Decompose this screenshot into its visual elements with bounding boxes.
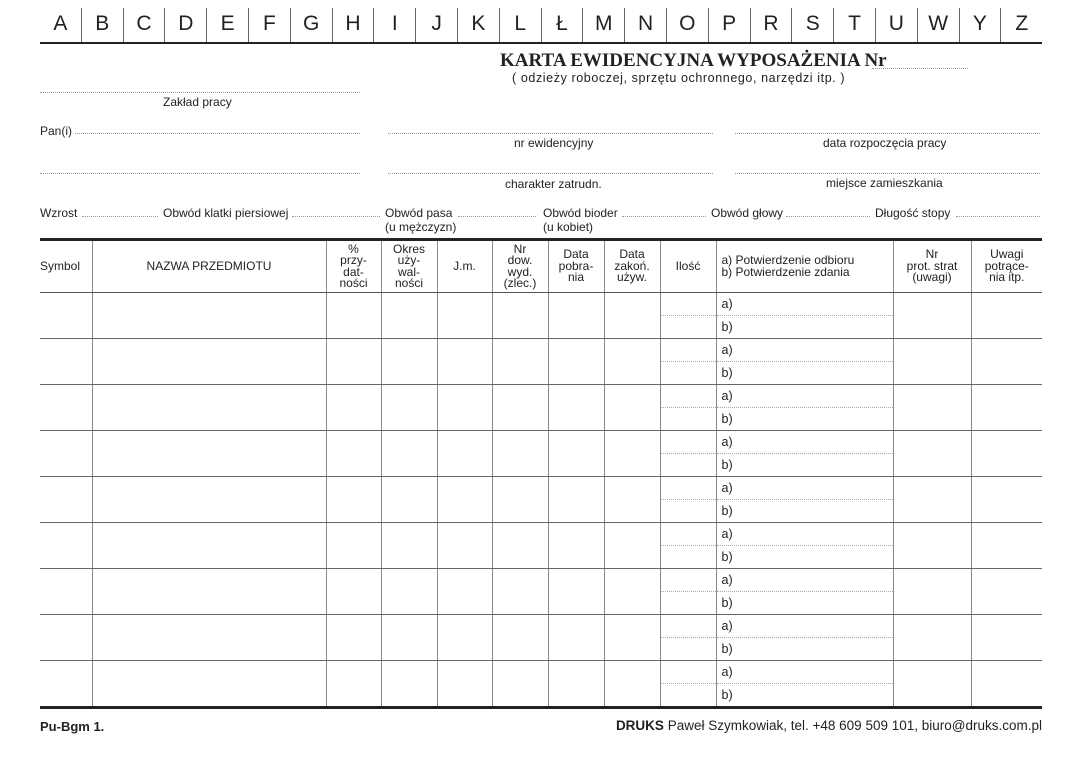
- alphabet-letter: P: [708, 8, 750, 42]
- alphabet-letter: Z: [1000, 8, 1042, 42]
- table-cell[interactable]: [492, 293, 548, 339]
- col-jm: J.m.: [437, 240, 492, 293]
- alphabet-letter: W: [917, 8, 959, 42]
- table-row: [40, 339, 1042, 385]
- table-cell[interactable]: [893, 569, 971, 615]
- table-cell[interactable]: [604, 385, 660, 431]
- zdanie-mark: b): [721, 596, 733, 610]
- dlugosc-stopy-line[interactable]: [956, 216, 1040, 217]
- alphabet-letter: M: [582, 8, 624, 42]
- alphabet-letter: D: [164, 8, 206, 42]
- alphabet-letter: L: [499, 8, 541, 42]
- pan-line[interactable]: [75, 133, 360, 134]
- zdanie-mark: b): [721, 550, 733, 564]
- zdanie-mark: b): [721, 412, 733, 426]
- table-cell[interactable]: [971, 293, 1042, 339]
- table-cell[interactable]: [40, 661, 92, 708]
- table-cell[interactable]: [381, 385, 437, 431]
- odbior-mark: a): [717, 339, 893, 362]
- table-cell[interactable]: [548, 661, 604, 708]
- zdanie-mark: b): [721, 504, 733, 518]
- potwierdzenie-cell[interactable]: [716, 477, 893, 523]
- charakter-line[interactable]: [388, 173, 713, 174]
- table-cell[interactable]: [971, 339, 1042, 385]
- table-cell[interactable]: [40, 615, 92, 661]
- table-cell[interactable]: [381, 293, 437, 339]
- obwod-bioder-label: Obwód bioder: [543, 206, 618, 220]
- obwod-pasa-label: Obwód pasa: [385, 206, 453, 220]
- obwod-glowy-line[interactable]: [786, 216, 870, 217]
- table-cell[interactable]: [326, 523, 381, 569]
- ilosc-cell[interactable]: [660, 523, 716, 569]
- alphabet-letter: A: [53, 12, 68, 35]
- obwod-bioder-line[interactable]: [622, 216, 706, 217]
- table-cell[interactable]: [92, 339, 326, 385]
- table-cell[interactable]: [40, 569, 92, 615]
- zdanie-mark: b): [721, 642, 733, 656]
- table-cell[interactable]: [604, 569, 660, 615]
- obwod-klatki-label: Obwód klatki piersiowej: [163, 206, 289, 220]
- table-cell[interactable]: [381, 615, 437, 661]
- table-cell[interactable]: [40, 523, 92, 569]
- alphabet-letter: Y: [959, 8, 1001, 42]
- nr-ewidencyjny-line[interactable]: [388, 133, 713, 134]
- table-cell[interactable]: [40, 477, 92, 523]
- table-cell[interactable]: [381, 661, 437, 708]
- alphabet-letter: F: [248, 8, 290, 42]
- form-title: KARTA EWIDENCYJNA WYPOSAŻENIA Nr: [500, 50, 887, 71]
- table-cell[interactable]: [381, 431, 437, 477]
- table-cell[interactable]: [92, 661, 326, 708]
- table-cell[interactable]: [437, 293, 492, 339]
- form-number-line[interactable]: [872, 68, 968, 69]
- alphabet-letter: T: [833, 8, 875, 42]
- table-cell[interactable]: [326, 293, 381, 339]
- table-row: [40, 293, 1042, 339]
- table-cell[interactable]: [492, 569, 548, 615]
- data-rozpoczecia-line[interactable]: [735, 133, 1040, 134]
- zdanie-mark: b): [721, 458, 733, 472]
- table-cell[interactable]: [971, 615, 1042, 661]
- table-cell[interactable]: [893, 385, 971, 431]
- table-cell[interactable]: [971, 523, 1042, 569]
- odbior-mark: a): [717, 477, 893, 500]
- col-przydatnosci: % przy- dat- ności: [326, 240, 381, 293]
- table-cell[interactable]: [492, 661, 548, 708]
- alphabet-letter: Ł: [541, 8, 583, 42]
- table-cell[interactable]: [381, 569, 437, 615]
- alphabet-letter: H: [332, 8, 374, 42]
- table-cell[interactable]: [548, 431, 604, 477]
- col-symbol: Symbol: [40, 240, 92, 293]
- ilosc-cell[interactable]: [660, 569, 716, 615]
- table-cell[interactable]: [604, 661, 660, 708]
- table-cell[interactable]: [326, 385, 381, 431]
- table-row: [40, 431, 1042, 477]
- table-cell[interactable]: [604, 523, 660, 569]
- table-cell[interactable]: [92, 431, 326, 477]
- table-cell[interactable]: [971, 385, 1042, 431]
- wzrost-line[interactable]: [82, 216, 158, 217]
- table-cell[interactable]: [326, 569, 381, 615]
- alphabet-letter: G: [290, 8, 332, 42]
- equipment-table: [40, 238, 1042, 709]
- table-cell[interactable]: [40, 385, 92, 431]
- nr-ewidencyjny-label: nr ewidencyjny: [514, 136, 594, 150]
- table-cell[interactable]: [326, 477, 381, 523]
- form-code: Pu-Bgm 1.: [40, 719, 105, 734]
- table-cell[interactable]: [437, 569, 492, 615]
- miejsce-label: miejsce zamieszkania: [826, 176, 943, 190]
- odbior-mark: a): [717, 661, 893, 684]
- potwierdzenie-cell[interactable]: [716, 293, 893, 339]
- table-cell[interactable]: [893, 431, 971, 477]
- table-cell[interactable]: [893, 477, 971, 523]
- alphabet-letter: S: [791, 8, 833, 42]
- publisher-info: DRUKS Paweł Szymkowiak, tel. +48 609 509 101, biuro@druks.com.pl: [615, 718, 1042, 733]
- table-cell[interactable]: [604, 431, 660, 477]
- table-cell[interactable]: [326, 431, 381, 477]
- wzrost-label: Wzrost: [40, 206, 78, 220]
- col-nr-prot: Nr prot. strat (uwagi): [893, 240, 971, 293]
- odbior-mark: a): [717, 431, 893, 454]
- table-cell[interactable]: [40, 431, 92, 477]
- alphabet-letter: R: [750, 8, 792, 42]
- alphabet-letter: E: [206, 8, 248, 42]
- potwierdzenie-cell[interactable]: [716, 661, 893, 708]
- table-row: [40, 661, 1042, 708]
- table-cell[interactable]: [548, 615, 604, 661]
- alphabet-letter: U: [875, 8, 917, 42]
- alphabet-letter: N: [624, 8, 666, 42]
- ilosc-cell[interactable]: [660, 431, 716, 477]
- zdanie-mark: b): [721, 366, 733, 380]
- table-cell[interactable]: [971, 477, 1042, 523]
- table-cell[interactable]: [492, 615, 548, 661]
- potwierdzenie-cell[interactable]: [716, 569, 893, 615]
- table-cell[interactable]: [893, 523, 971, 569]
- table-cell[interactable]: [548, 385, 604, 431]
- col-nazwa: NAZWA PRZEDMIOTU: [92, 240, 326, 293]
- potwierdzenie-cell[interactable]: [716, 431, 893, 477]
- table-cell[interactable]: [437, 339, 492, 385]
- table-cell[interactable]: [437, 477, 492, 523]
- col-uwagi: Uwagi potrące- nia itp.: [971, 240, 1042, 293]
- obwod-klatki-line[interactable]: [292, 216, 380, 217]
- alphabet-letter: O: [666, 8, 708, 42]
- table-cell[interactable]: [971, 661, 1042, 708]
- table-cell[interactable]: [548, 477, 604, 523]
- alphabet-letter: B: [81, 8, 123, 42]
- table-cell[interactable]: [326, 339, 381, 385]
- table-cell[interactable]: [40, 293, 92, 339]
- table-cell[interactable]: [604, 477, 660, 523]
- table-cell[interactable]: [437, 661, 492, 708]
- zaklad-pracy-line[interactable]: [40, 92, 360, 93]
- pan-line-2[interactable]: [40, 173, 360, 174]
- table-cell[interactable]: [40, 339, 92, 385]
- col-data-zakon: Data zakoń. używ.: [604, 240, 660, 293]
- table-cell[interactable]: [604, 293, 660, 339]
- table-cell[interactable]: [437, 385, 492, 431]
- zdanie-mark: b): [721, 320, 733, 334]
- table-cell[interactable]: [548, 569, 604, 615]
- table-cell[interactable]: [893, 661, 971, 708]
- alphabet-letter: C: [123, 8, 165, 42]
- table-cell[interactable]: [437, 523, 492, 569]
- alphabet-letter: J: [415, 8, 457, 42]
- data-rozpoczecia-label: data rozpoczęcia pracy: [823, 136, 947, 150]
- odbior-mark: a): [717, 569, 893, 592]
- table-cell[interactable]: [492, 431, 548, 477]
- potwierdzenie-cell[interactable]: [716, 523, 893, 569]
- table-cell[interactable]: [893, 293, 971, 339]
- alphabet-letter: I: [373, 8, 415, 42]
- obwod-glowy-label: Obwód głowy: [711, 206, 784, 220]
- ilosc-cell[interactable]: [660, 293, 716, 339]
- odbior-mark: a): [717, 385, 893, 408]
- table-cell[interactable]: [437, 431, 492, 477]
- potwierdzenie-cell[interactable]: [716, 339, 893, 385]
- table-cell[interactable]: [971, 569, 1042, 615]
- charakter-label: charakter zatrudn.: [505, 177, 602, 191]
- table-cell[interactable]: [604, 339, 660, 385]
- table-cell[interactable]: [92, 615, 326, 661]
- table-cell[interactable]: [381, 339, 437, 385]
- table-cell[interactable]: [92, 569, 326, 615]
- ilosc-cell[interactable]: [660, 615, 716, 661]
- table-cell[interactable]: [548, 293, 604, 339]
- table-cell[interactable]: [492, 523, 548, 569]
- zaklad-pracy-label: Zakład pracy: [163, 95, 232, 109]
- zdanie-mark: b): [721, 688, 733, 702]
- alphabet-letter: K: [457, 8, 499, 42]
- table-cell[interactable]: [492, 385, 548, 431]
- table-header-row: [40, 240, 1042, 293]
- col-nr-dow: Nr dow. wyd. (zlec.): [492, 240, 548, 293]
- table-cell[interactable]: [381, 523, 437, 569]
- table-row: [40, 477, 1042, 523]
- table-cell[interactable]: [326, 615, 381, 661]
- col-okres: Okres uży- wal- ności: [381, 240, 437, 293]
- table-cell[interactable]: [548, 339, 604, 385]
- alphabet-index: [40, 8, 1042, 44]
- table-cell[interactable]: [92, 523, 326, 569]
- col-potwierdzenie: a) Potwierdzenie odbioru b) Potwierdzenie zdania: [716, 240, 893, 293]
- table-row: [40, 385, 1042, 431]
- table-cell[interactable]: [893, 615, 971, 661]
- table-cell[interactable]: [971, 431, 1042, 477]
- form-subtitle: ( odzieży roboczej, sprzętu ochronnego, narzędzi itp. ): [512, 71, 846, 85]
- ilosc-cell[interactable]: [660, 339, 716, 385]
- table-cell[interactable]: [604, 615, 660, 661]
- odbior-mark: a): [717, 523, 893, 546]
- table-row: [40, 523, 1042, 569]
- table-cell[interactable]: [92, 385, 326, 431]
- obwod-pasa-note: (u mężczyzn): [385, 220, 457, 234]
- obwod-bioder-note: (u kobiet): [543, 220, 594, 234]
- table-cell[interactable]: [92, 477, 326, 523]
- table-cell[interactable]: [381, 477, 437, 523]
- dlugosc-stopy-label: Długość stopy: [875, 206, 951, 220]
- table-row: [40, 615, 1042, 661]
- odbior-mark: a): [717, 293, 893, 316]
- col-data-pobrania: Data pobra- nia: [548, 240, 604, 293]
- ilosc-cell[interactable]: [660, 477, 716, 523]
- ilosc-cell[interactable]: [660, 661, 716, 708]
- col-ilosc: Ilość: [660, 240, 716, 293]
- potwierdzenie-cell[interactable]: [716, 385, 893, 431]
- obwod-pasa-line[interactable]: [458, 216, 536, 217]
- table-cell[interactable]: [326, 661, 381, 708]
- odbior-mark: a): [717, 615, 893, 638]
- pan-label: Pan(i): [40, 124, 73, 138]
- table-cell[interactable]: [548, 523, 604, 569]
- ilosc-cell[interactable]: [660, 385, 716, 431]
- miejsce-line[interactable]: [735, 173, 1040, 174]
- table-row: [40, 569, 1042, 615]
- table-cell[interactable]: [492, 477, 548, 523]
- table-cell[interactable]: [893, 339, 971, 385]
- table-cell[interactable]: [92, 293, 326, 339]
- table-cell[interactable]: [437, 615, 492, 661]
- table-cell[interactable]: [492, 339, 548, 385]
- potwierdzenie-cell[interactable]: [716, 615, 893, 661]
